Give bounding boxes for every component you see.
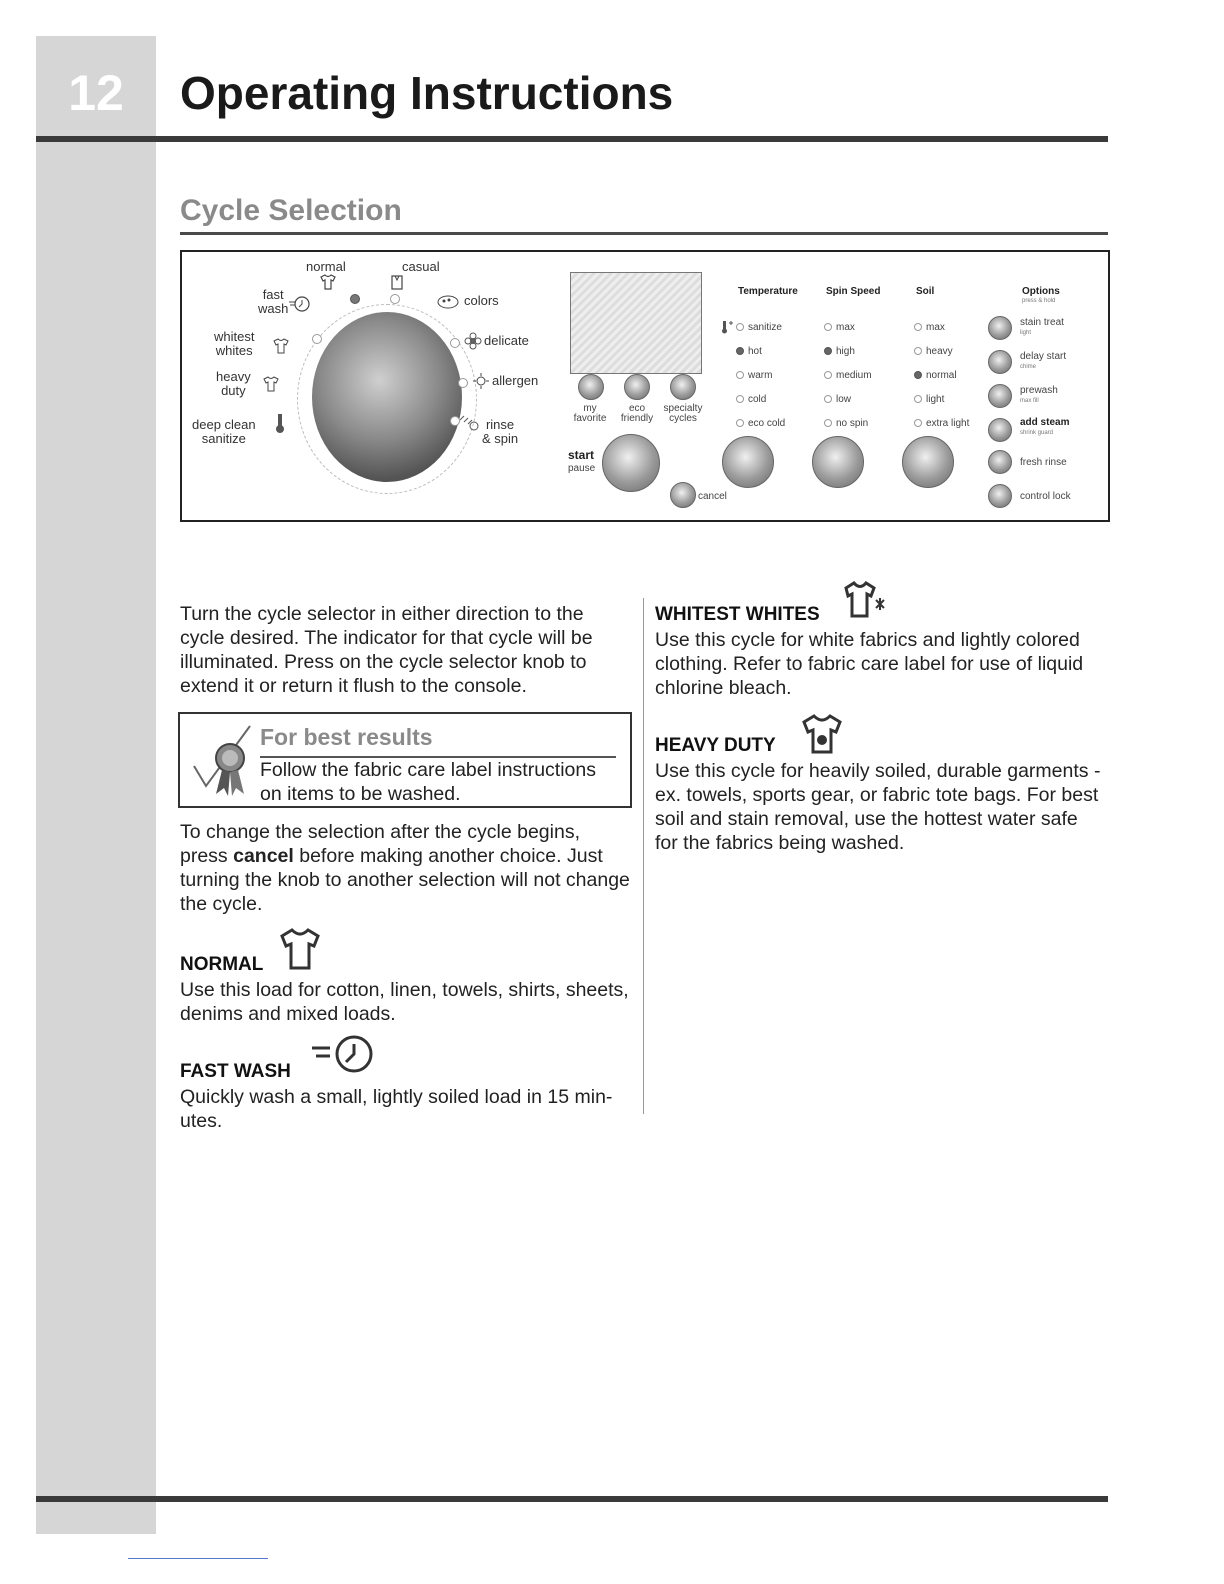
rinse-spin-icon	[458, 414, 480, 432]
side-band	[36, 36, 156, 1534]
options-heading: Options	[1022, 286, 1060, 297]
thermometer-plus-icon	[720, 320, 734, 334]
control-panel	[180, 250, 1110, 522]
add-steam-label: add steam	[1020, 417, 1070, 428]
title-rule	[36, 136, 1108, 142]
spin-option-selected: high	[824, 346, 855, 357]
spin-option: low	[824, 394, 851, 405]
fast-wash-heading: FAST WASH	[180, 1061, 291, 1082]
soil-option-selected: normal	[914, 370, 957, 381]
best-results-title: For best results	[260, 724, 433, 750]
column-divider	[643, 598, 644, 1114]
shirt-icon	[278, 926, 322, 972]
fresh-rinse-label: fresh rinse	[1020, 457, 1067, 468]
specialty-cycles-label: specialty cycles	[663, 403, 703, 424]
footer-line	[128, 1558, 268, 1559]
cycle-colors-label: colors	[464, 293, 499, 308]
cycle-heavy-duty-label: heavy duty	[216, 369, 251, 398]
my-favorite-button	[578, 374, 604, 400]
cycle-casual-indicator	[390, 294, 400, 304]
pause-label: pause	[568, 463, 596, 474]
page-title: Operating Instructions	[180, 67, 674, 119]
cycle-normal-label: normal	[306, 259, 346, 274]
cycle-delicate-label: delicate	[484, 333, 529, 348]
bottom-rule	[36, 1496, 1108, 1502]
heavy-duty-icon	[800, 712, 844, 756]
temperature-option: warm	[736, 370, 772, 381]
cycle-selector-knob	[312, 312, 462, 482]
prewash-label: prewash	[1020, 385, 1058, 396]
best-results-box	[178, 712, 632, 808]
control-lock-label: control lock	[1020, 491, 1071, 502]
temperature-heading: Temperature	[738, 286, 798, 297]
normal-text: Use this load for cotton, linen, towels, shirts, sheets, denims and mixed loads.	[180, 979, 629, 1025]
whitest-whites-icon	[842, 580, 888, 622]
cycle-fast-wash-label: fast wash	[258, 287, 289, 316]
soil-button	[902, 436, 954, 488]
spin-option: medium	[824, 370, 872, 381]
cycle-casual-label: casual	[402, 259, 440, 274]
fast-wash-icon	[308, 1034, 378, 1076]
whitest-whites-icon	[272, 338, 290, 354]
prewash-sub: max fill	[1020, 398, 1039, 404]
temperature-button	[722, 436, 774, 488]
delay-start-label: delay start	[1020, 351, 1067, 362]
delay-start-sub: chime	[1020, 364, 1037, 370]
change-selection-paragraph: To change the selection after the cycle begins, press cancel before making another choice. Just turning the knob to another selection will not change the cycle.	[180, 821, 630, 915]
temperature-option: cold	[736, 394, 766, 405]
spin-speed-heading: Spin Speed	[826, 286, 881, 297]
heavy-duty-heading: HEAVY DUTY	[655, 735, 776, 756]
add-steam-button	[988, 418, 1012, 442]
temperature-option: sanitize	[736, 322, 782, 333]
spin-speed-button	[812, 436, 864, 488]
cycle-indicator	[312, 334, 322, 344]
cycle-normal-indicator	[350, 294, 360, 304]
section-title: Cycle Selection	[180, 194, 402, 227]
section-rule	[180, 232, 1108, 235]
colors-palette-icon	[436, 294, 460, 310]
cancel-button	[670, 482, 696, 508]
cycle-indicator	[458, 378, 468, 388]
stain-treat-button	[988, 316, 1012, 340]
award-rosette-icon	[190, 722, 254, 798]
fast-wash-icon	[288, 294, 312, 314]
heavy-duty-text: Use this cycle for heavily soiled, durable garments - ex. towels, sports gear, or fabric tote bags. For best soil and stain removal, use the hottest water safe for the fabrics being washed.	[655, 760, 1101, 854]
eco-friendly-button	[624, 374, 650, 400]
display-window	[570, 272, 702, 374]
cycle-indicator	[450, 416, 460, 426]
prewash-button	[988, 384, 1012, 408]
stain-treat-label: stain treat	[1020, 317, 1064, 328]
specialty-cycles-button	[670, 374, 696, 400]
soil-heading: Soil	[916, 286, 935, 297]
allergen-icon	[472, 372, 490, 390]
whitest-whites-heading: WHITEST WHITES	[655, 604, 820, 625]
intro-paragraph: Turn the cycle selector in either direction to the cycle desired. The indicator for that cycle will be illuminated. Press on the cycle selector knob to extend it or return it flush to the console.	[180, 603, 593, 697]
spin-option: no spin	[824, 418, 868, 429]
page-number: 12	[68, 65, 124, 121]
cycle-indicator	[450, 338, 460, 348]
options-subheading: press & hold	[1022, 298, 1056, 304]
best-results-text: Follow the fabric care label instructions on items to be washed.	[260, 759, 596, 805]
add-steam-sub: shrink guard	[1020, 430, 1054, 436]
cycle-whitest-whites-label: whitest whites	[214, 329, 255, 358]
thermometer-icon	[274, 412, 290, 434]
shirt-icon	[318, 274, 338, 290]
normal-heading: NORMAL	[180, 954, 264, 975]
temperature-option: eco cold	[736, 418, 785, 429]
spin-option: max	[824, 322, 855, 333]
control-lock-button	[988, 484, 1012, 508]
fast-wash-text: Quickly wash a small, lightly soiled load in 15 min-utes.	[180, 1086, 613, 1132]
cycle-rinse-spin-label: rinse & spin	[482, 417, 519, 446]
delicate-flower-icon	[464, 332, 482, 350]
whitest-whites-text: Use this cycle for white fabrics and lightly colored clothing. Refer to fabric care label for use of liquid chlorine bleach.	[655, 629, 1084, 699]
fresh-rinse-button	[988, 450, 1012, 474]
eco-friendly-label: eco friendly	[620, 403, 654, 424]
delay-start-button	[988, 350, 1012, 374]
cancel-label: cancel	[698, 491, 727, 502]
temperature-option-selected: hot	[736, 346, 762, 357]
cycle-allergen-label: allergen	[492, 373, 539, 388]
stain-treat-sub: light	[1020, 330, 1032, 336]
casual-shirt-icon	[388, 274, 406, 290]
soil-option: light	[914, 394, 944, 405]
cycle-deep-clean-label: deep clean sanitize	[192, 417, 256, 446]
my-favorite-label: my favorite	[573, 403, 607, 424]
soil-option: extra light	[914, 418, 969, 429]
soil-option: max	[914, 322, 945, 333]
cancel-keyword: cancel	[233, 845, 294, 867]
start-pause-button	[602, 434, 660, 492]
start-label: start	[568, 448, 595, 462]
heavy-duty-icon	[262, 376, 280, 392]
soil-option: heavy	[914, 346, 953, 357]
